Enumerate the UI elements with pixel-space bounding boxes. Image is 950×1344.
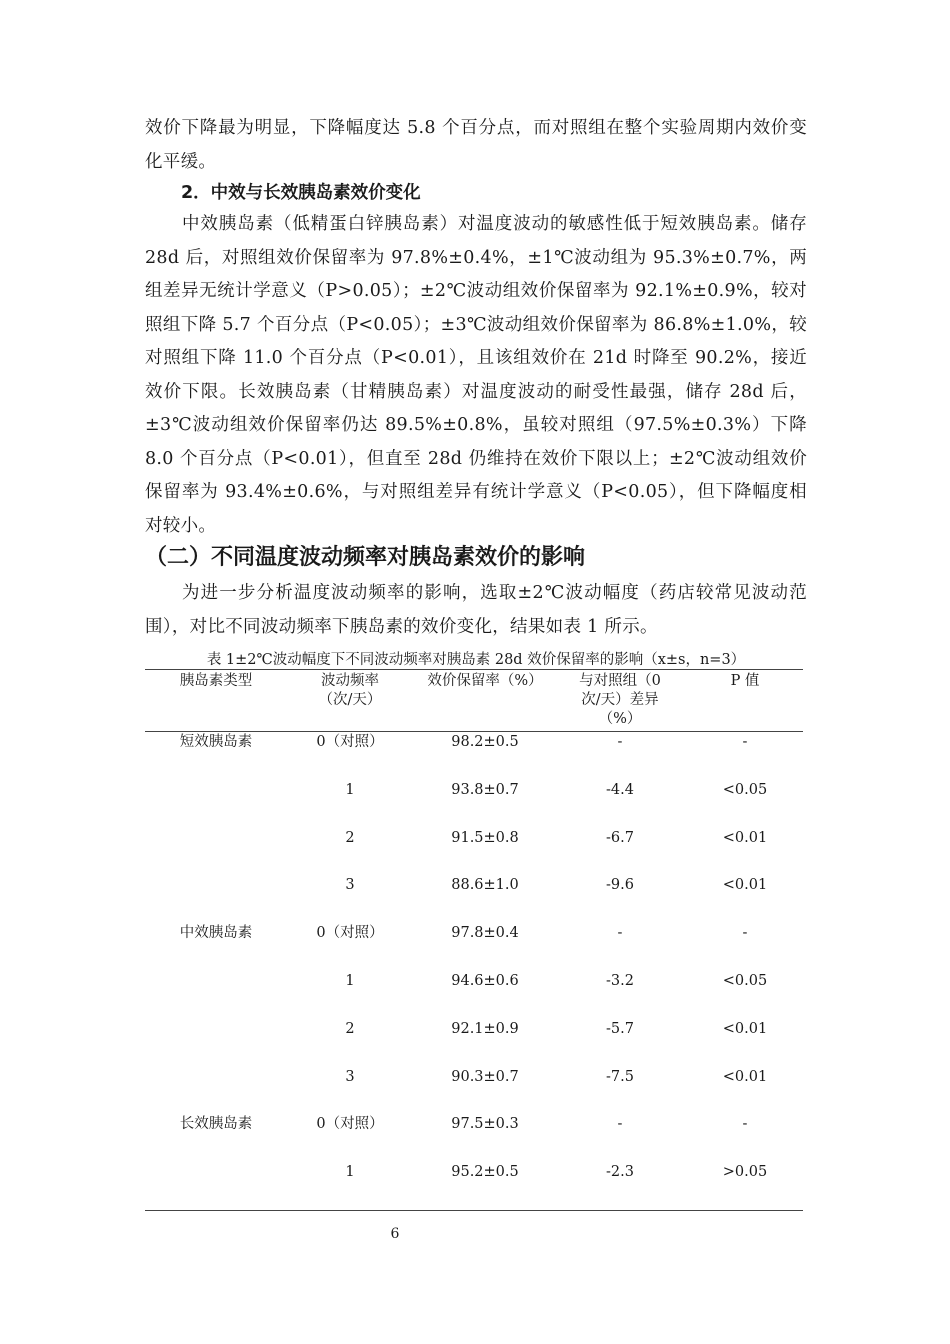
table-header-rule bbox=[145, 731, 803, 732]
cell-retention-rate: 94.6±0.6 bbox=[451, 973, 519, 989]
cell-frequency: 0（对照） bbox=[316, 1116, 384, 1133]
cell-difference: -2.3 bbox=[606, 1164, 634, 1181]
cell-p-value: - bbox=[742, 925, 748, 942]
cell-frequency: 3 bbox=[345, 877, 355, 894]
page-number: 6 bbox=[390, 1226, 400, 1242]
header-insulin-type: 胰岛素类型 bbox=[179, 673, 253, 689]
cell-retention-rate: 88.6±1.0 bbox=[451, 877, 519, 894]
cell-p-value: >0.05 bbox=[722, 1164, 768, 1181]
cell-frequency: 1 bbox=[345, 1164, 355, 1181]
cell-insulin-type: 中效胰岛素 bbox=[179, 925, 253, 942]
cell-retention-rate: 97.8±0.4 bbox=[451, 925, 519, 942]
table-caption: 表 1±2℃波动幅度下不同波动频率对胰岛素 28d 效价保留率的影响（x±s，n=3） bbox=[206, 652, 746, 668]
cell-frequency: 2 bbox=[345, 1020, 355, 1037]
section-heading: （二）不同温度波动频率对胰岛素效价的影响 bbox=[145, 545, 586, 570]
cell-difference: -6.7 bbox=[606, 829, 634, 846]
cell-p-value: - bbox=[742, 1116, 748, 1133]
header-frequency: 波动频率 （次/天） bbox=[318, 673, 382, 708]
cell-insulin-type: 短效胰岛素 bbox=[179, 734, 253, 750]
cell-p-value: <0.01 bbox=[722, 1068, 768, 1085]
cell-retention-rate: 95.2±0.5 bbox=[451, 1164, 519, 1181]
cell-frequency: 0（对照） bbox=[316, 925, 384, 942]
cell-p-value: - bbox=[742, 734, 748, 750]
cell-difference: -4.4 bbox=[606, 781, 634, 798]
cell-difference: -9.6 bbox=[606, 877, 634, 894]
cell-retention-rate: 98.2±0.5 bbox=[451, 734, 519, 750]
cell-retention-rate: 97.5±0.3 bbox=[451, 1116, 519, 1133]
header-p-value: P 值 bbox=[730, 673, 760, 689]
paragraph-intermediate-long-acting: 中效胰岛素（低精蛋白锌胰岛素）对温度波动的敏感性低于短效胰岛素。储存 28d 后，对照组效价保留率为 97.8%±0.4%，±1℃波动组为 95.3%±0.7%，两组差异无统计学意义（P>0.05）；±2℃波动组效价保留率为 92.1%±0.9%，较对照组下降 5.7 个百分点（P<0.05）；±3℃波动组效价保留率为 86.8%±1.0%，较对照组下降 11.0 个百分点（P<0.01），且该组效价在 21d 时降至 90.2%，接近效价下限。长效胰岛素（甘精胰岛素）对温度波动的耐受性最强，储存 28d 后，±3℃波动组效价保留率仍达 89.5%±0.8%，虽较对照组（97.5%±0.3%）下降 8.0 个百分点（P<0.01），但直至 28d 仍维持在效价下限以上；±2℃波动组效价保留率为 93.4%±0.6%，与对照组差异有统计学意义（P<0.05），但下降幅度相对较小。 bbox=[145, 214, 807, 536]
cell-p-value: <0.01 bbox=[722, 877, 768, 894]
cell-difference: - bbox=[617, 925, 623, 942]
paragraph-continued: 效价下降最为明显，下降幅度达 5.8 个百分点，而对照组在整个实验周期内效价变化平缓。 bbox=[145, 118, 807, 172]
cell-difference: - bbox=[617, 1116, 623, 1133]
cell-frequency: 1 bbox=[345, 781, 355, 798]
cell-p-value: <0.05 bbox=[722, 973, 768, 989]
paragraph-frequency-intro: 为进一步分析温度波动频率的影响，选取±2℃波动幅度（药店较常见波动范围），对比不同波动频率下胰岛素的效价变化，结果如表 1 所示。 bbox=[145, 583, 807, 637]
cell-retention-rate: 92.1±0.9 bbox=[451, 1020, 519, 1037]
cell-difference: - bbox=[617, 734, 623, 750]
cell-insulin-type: 长效胰岛素 bbox=[179, 1116, 253, 1133]
cell-p-value: <0.05 bbox=[722, 781, 768, 798]
table-top-rule bbox=[145, 669, 803, 670]
cell-frequency: 1 bbox=[345, 973, 355, 989]
header-difference: 与对照组（0 次/天）差异 （%） bbox=[579, 673, 661, 727]
header-retention-rate: 效价保留率（%） bbox=[427, 673, 543, 689]
cell-retention-rate: 91.5±0.8 bbox=[451, 829, 519, 846]
table-bottom-rule bbox=[145, 1210, 803, 1211]
cell-frequency: 2 bbox=[345, 829, 355, 846]
cell-difference: -3.2 bbox=[606, 973, 634, 989]
cell-frequency: 3 bbox=[345, 1068, 355, 1085]
subsection-heading: 2．中效与长效胰岛素效价变化 bbox=[181, 183, 421, 203]
cell-p-value: <0.01 bbox=[722, 1020, 768, 1037]
cell-difference: -5.7 bbox=[606, 1020, 634, 1037]
cell-frequency: 0（对照） bbox=[316, 734, 384, 750]
cell-difference: -7.5 bbox=[606, 1068, 634, 1085]
cell-p-value: <0.01 bbox=[722, 829, 768, 846]
cell-retention-rate: 90.3±0.7 bbox=[451, 1068, 519, 1085]
cell-retention-rate: 93.8±0.7 bbox=[451, 781, 519, 798]
